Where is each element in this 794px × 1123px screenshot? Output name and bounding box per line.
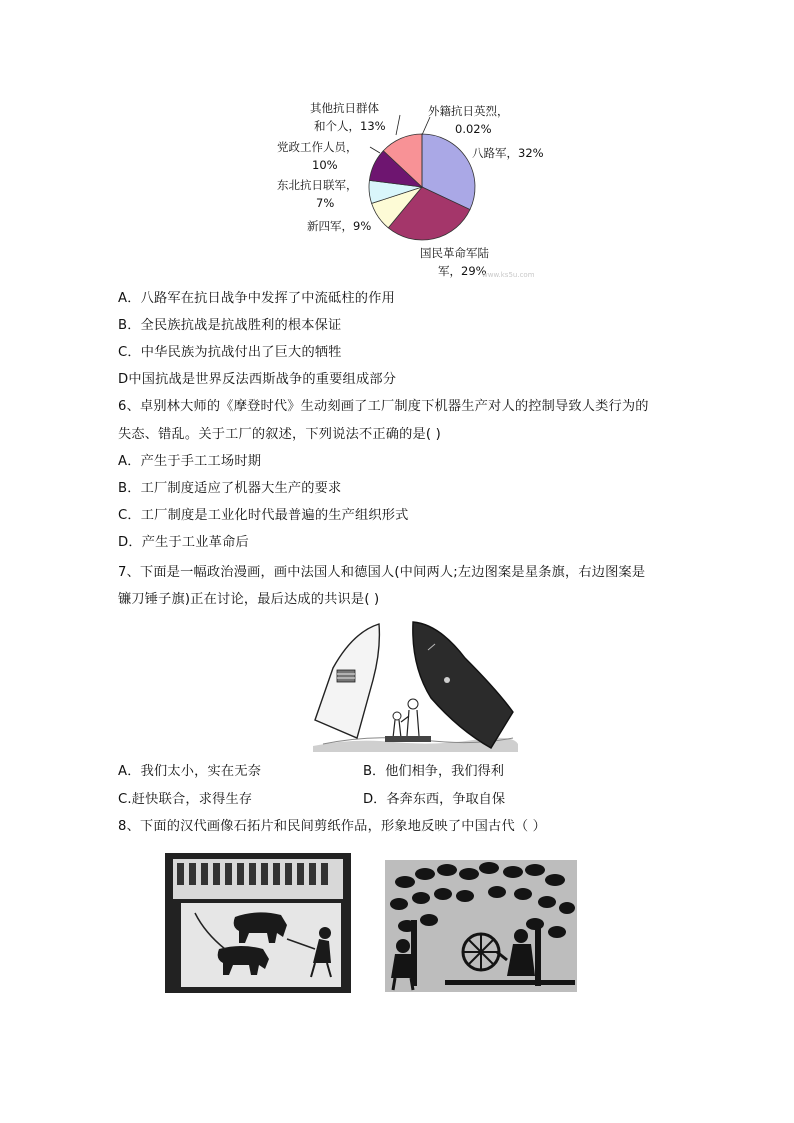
- paper-cut-image: [385, 860, 577, 992]
- pie-label-northeast-2: 7%: [316, 196, 335, 210]
- q5-option-d: D中国抗战是世界反法西斯战争的重要组成部分: [118, 372, 397, 387]
- q6-stem-line2: 失态、错乱。关于工厂的叙述，下列说法不正确的是( ): [118, 427, 441, 442]
- q5-option-b: B．全民族抗战是抗战胜利的根本保证: [118, 318, 342, 333]
- pie-label-new4: 新四军，9%: [307, 219, 372, 233]
- q7-option-b: B．他们相争，我们得利: [363, 764, 504, 779]
- pie-label-foreign-1: 外籍抗日英烈，: [428, 104, 509, 118]
- leader-line: [370, 147, 380, 153]
- q5-option-c: C．中华民族为抗战付出了巨大的牺牲: [118, 345, 342, 360]
- q8-stem: 8、下面的汉代画像石拓片和民间剪纸作品，形象地反映了中国古代（ ）: [118, 819, 546, 834]
- pie-label-other-2: 和个人，13%: [314, 119, 386, 133]
- han-stone-rubbing-image: [165, 853, 351, 993]
- q6-option-b: B．工厂制度适应了机器大生产的要求: [118, 481, 342, 496]
- q6-option-a: A．产生于手工工场时期: [118, 454, 262, 469]
- pie-chart: [260, 95, 580, 285]
- q6-option-d: D．产生于工业革命后: [118, 535, 249, 550]
- q7-option-a: A．我们太小，实在无奈: [118, 764, 262, 779]
- q6-option-c: C．工厂制度是工业化时代最普遍的生产组织形式: [118, 508, 409, 523]
- flag-icon: [337, 670, 355, 682]
- pie-label-nra-1: 国民革命军陆: [420, 246, 489, 260]
- pie-label-party-2: 10%: [312, 158, 338, 172]
- q5-option-a: A．八路军在抗日战争中发挥了中流砥柱的作用: [118, 291, 395, 306]
- pie-label-nra-2: 军，29%: [438, 264, 487, 278]
- q7-stem-line2: 镰刀锤子旗)正在讨论，最后达成的共识是( ): [118, 592, 380, 607]
- q6-stem-line1: 6、卓别林大师的《摩登时代》生动刻画了工厂制度下机器生产对人的控制导致人类行为的: [118, 399, 649, 414]
- leader-line: [422, 117, 430, 135]
- political-cartoon-image: [313, 620, 518, 752]
- pie-label-party-1: 党政工作人员，: [277, 140, 358, 154]
- pie-label-foreign-2: 0.02%: [455, 122, 492, 136]
- q7-stem-line1: 7、下面是一幅政治漫画，画中法国人和德国人(中间两人;左边图案是星条旗，右边图案是: [118, 565, 646, 580]
- pie-label-other-1: 其他抗日群体: [310, 101, 379, 115]
- q7-option-d: D．各奔东西，争取自保: [363, 792, 506, 807]
- pie-label-eighth: 八路军，32%: [472, 146, 544, 160]
- q7-option-c: C.赶快联合，求得生存: [118, 792, 253, 807]
- leader-line: [396, 115, 400, 135]
- watermark: www.ks5u.com: [482, 271, 535, 279]
- pie-label-northeast-1: 东北抗日联军，: [277, 178, 358, 192]
